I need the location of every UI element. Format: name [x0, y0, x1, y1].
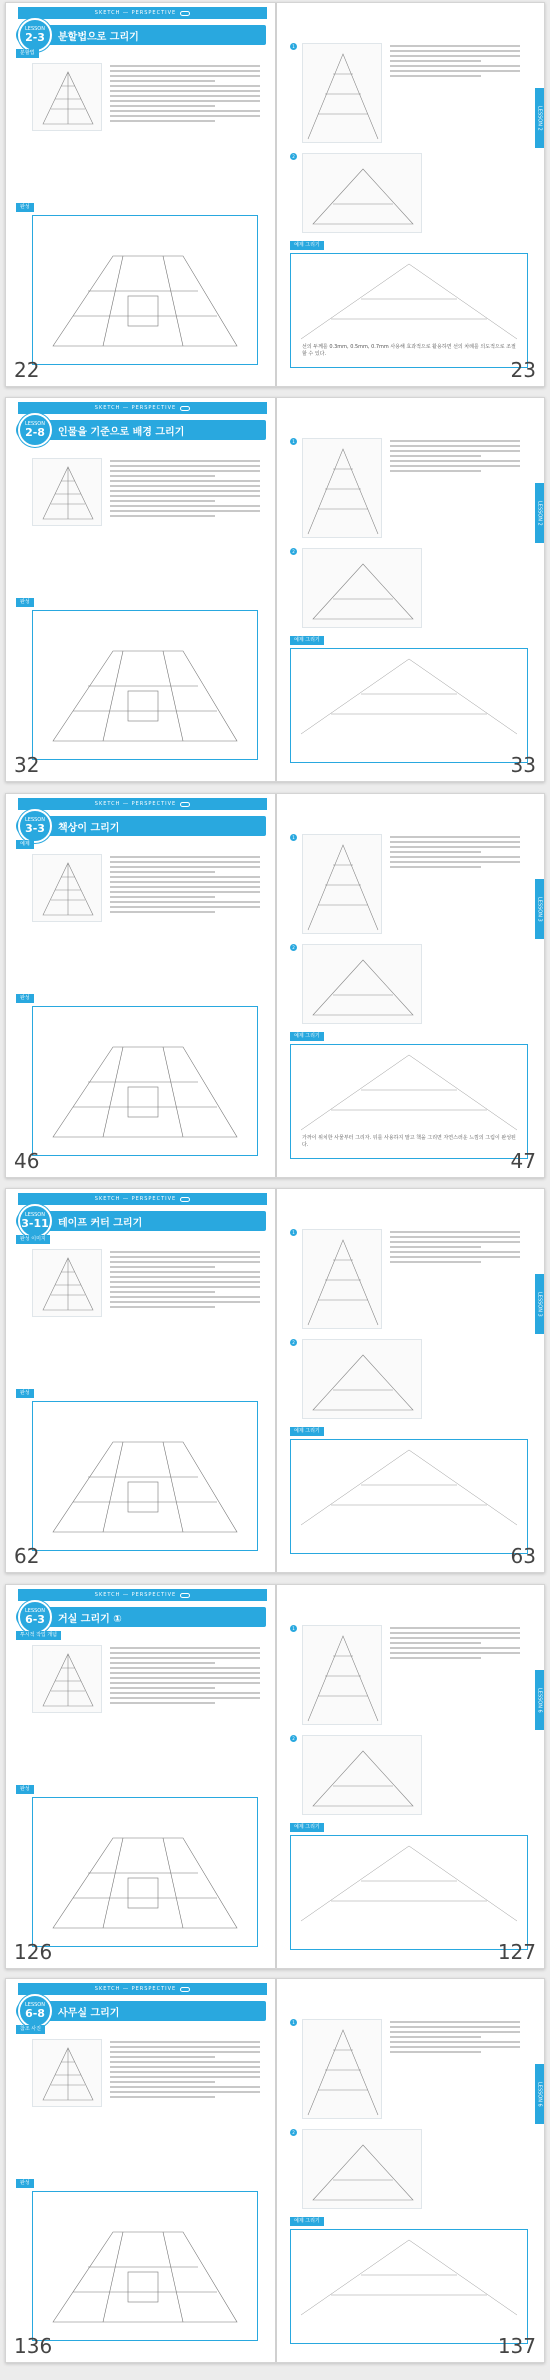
lesson-badge — [18, 18, 52, 52]
header-logo-icon — [180, 11, 190, 16]
spread-header — [18, 1983, 267, 1995]
chapter-side-tab: LESSON 2 — [535, 88, 544, 148]
step-1-text — [390, 2021, 520, 2056]
step-1-sketch-icon — [303, 835, 383, 935]
spread-header — [18, 1589, 267, 1601]
final-illustration — [32, 1797, 258, 1947]
example-caption: 선의 두께를 0.3mm, 0.5mm, 0.7mm 사용해 효과적으로 활용하면 선의 차례를 의도적으로 조절할 수 있다. — [302, 344, 516, 357]
lesson-word: LESSON — [25, 1212, 45, 1218]
sketch-drawing-icon — [33, 64, 103, 132]
final-sketch-icon — [33, 1402, 257, 1550]
lesson-word: LESSON — [25, 2002, 45, 2008]
final-illustration — [32, 1401, 258, 1551]
chapter-side-tab: LESSON 2 — [535, 483, 544, 543]
spread-header — [18, 1193, 267, 1205]
header-label: SKETCH ― PERSPECTIVE — [94, 10, 177, 16]
step-2-badge: 2 — [290, 1339, 297, 1346]
step-1-badge: 1 — [290, 834, 297, 841]
lesson-word: LESSON — [25, 817, 45, 823]
step-1-illustration — [302, 43, 382, 143]
lesson-title: 거실 그리기 ① — [58, 1613, 122, 1625]
step-2-badge: 2 — [290, 153, 297, 160]
step-1-sketch-icon — [303, 1230, 383, 1330]
sketch-drawing-icon — [33, 459, 103, 527]
section-tag-example: 예제 그리기 — [290, 636, 324, 645]
step-2-sketch-icon — [303, 1340, 423, 1420]
lesson-title: 테이프 커터 그리기 — [58, 1217, 143, 1229]
lesson-number: 2-8 — [25, 426, 45, 439]
example-box — [290, 1835, 528, 1950]
step-1-text — [390, 1231, 520, 1266]
section-tag-example: 예제 그리기 — [290, 241, 324, 250]
lesson-title: 사무실 그리기 — [58, 2007, 120, 2019]
lesson-banner — [16, 420, 266, 440]
final-illustration — [32, 2191, 258, 2341]
section-tag-intro: 분할법 — [16, 49, 39, 58]
example-sketch-icon — [291, 254, 527, 344]
step-1-sketch-icon — [303, 1626, 383, 1726]
sketch-drawing-icon — [33, 855, 103, 923]
example-box — [290, 2229, 528, 2344]
page-number-left: 62 — [14, 1544, 40, 1568]
step-2-sketch-icon — [303, 1736, 423, 1816]
lesson-badge — [18, 809, 52, 843]
example-sketch-icon — [291, 2230, 527, 2320]
final-illustration — [32, 1006, 258, 1156]
sketch-illustration-small — [32, 1645, 102, 1713]
sketch-drawing-icon — [33, 2040, 103, 2108]
lesson-number: 2-3 — [25, 31, 45, 44]
lesson-badge — [18, 1204, 52, 1238]
step-1-text — [390, 836, 520, 871]
step-2-badge: 2 — [290, 1735, 297, 1742]
spread-header — [18, 7, 267, 19]
section-tag-complete: 완성 — [16, 994, 34, 1003]
section-tag-example: 예제 그리기 — [290, 1427, 324, 1436]
step-1-illustration — [302, 834, 382, 934]
example-caption: 가까이 위치한 사물부터 그리자. 뒤를 사용하지 말고 책을 그리면 자연스러운 느낌의 그림이 완성된다. — [302, 1135, 516, 1148]
example-sketch-icon — [291, 649, 527, 739]
lesson-number: 6-3 — [25, 1613, 45, 1626]
step-2-illustration — [302, 153, 422, 233]
step-1-sketch-icon — [303, 2020, 383, 2120]
sketch-illustration-small — [32, 2039, 102, 2107]
step-1-sketch-icon — [303, 44, 383, 144]
lesson-title: 인물을 기준으로 배경 그리기 — [58, 426, 185, 438]
section-tag-intro: 참조 사진 — [16, 2025, 45, 2034]
header-label: SKETCH ― PERSPECTIVE — [94, 1592, 177, 1598]
step-1-badge: 1 — [290, 438, 297, 445]
step-1-illustration — [302, 1229, 382, 1329]
chapter-side-tab: LESSON 3 — [535, 879, 544, 939]
header-logo-icon — [180, 406, 190, 411]
book-spread — [5, 2, 545, 387]
step-1-illustration — [302, 438, 382, 538]
example-box — [290, 648, 528, 763]
step-2-illustration — [302, 944, 422, 1024]
body-text-lines — [110, 1251, 260, 1311]
body-text-lines — [110, 2041, 260, 2101]
book-spread — [5, 1584, 545, 1969]
step-1-illustration — [302, 2019, 382, 2119]
lesson-number: 3-3 — [25, 822, 45, 835]
header-label: SKETCH ― PERSPECTIVE — [94, 801, 177, 807]
page-number-left: 136 — [14, 2334, 53, 2358]
lesson-word: LESSON — [25, 26, 45, 32]
section-tag-complete: 완성 — [16, 1785, 34, 1794]
final-illustration — [32, 610, 258, 760]
section-tag-intro: 투시적 작업 개념 — [16, 1631, 61, 1640]
step-2-illustration — [302, 1735, 422, 1815]
step-1-badge: 1 — [290, 2019, 297, 2026]
chapter-side-tab: LESSON 3 — [535, 1274, 544, 1334]
final-sketch-icon — [33, 611, 257, 759]
lesson-badge — [18, 1600, 52, 1634]
body-text-lines — [110, 65, 260, 125]
lesson-banner — [16, 1211, 266, 1231]
header-label: SKETCH ― PERSPECTIVE — [94, 1986, 177, 1992]
lesson-badge — [18, 1994, 52, 2028]
step-1-sketch-icon — [303, 439, 383, 539]
sketch-illustration-small — [32, 854, 102, 922]
header-label: SKETCH ― PERSPECTIVE — [94, 405, 177, 411]
lesson-banner — [16, 816, 266, 836]
book-spread — [5, 793, 545, 1178]
step-2-badge: 2 — [290, 2129, 297, 2136]
section-tag-complete: 완성 — [16, 598, 34, 607]
sketch-drawing-icon — [33, 1646, 103, 1714]
page-number-right: 137 — [497, 2334, 536, 2358]
step-1-text — [390, 1627, 520, 1662]
sketch-illustration-small — [32, 63, 102, 131]
section-tag-complete: 완성 — [16, 1389, 34, 1398]
step-2-illustration — [302, 2129, 422, 2209]
step-1-badge: 1 — [290, 1229, 297, 1236]
page-number-left: 126 — [14, 1940, 53, 1964]
page-number-right: 33 — [510, 753, 536, 777]
page-number-left: 46 — [14, 1149, 40, 1173]
lesson-title: 책상이 그리기 — [58, 822, 120, 834]
step-2-sketch-icon — [303, 549, 423, 629]
lesson-banner — [16, 25, 266, 45]
section-tag-complete: 완성 — [16, 203, 34, 212]
sketch-illustration-small — [32, 1249, 102, 1317]
lesson-word: LESSON — [25, 1608, 45, 1614]
lesson-banner — [16, 1607, 266, 1627]
lesson-title: 분할법으로 그리기 — [58, 31, 139, 43]
final-sketch-icon — [33, 2192, 257, 2340]
step-2-badge: 2 — [290, 944, 297, 951]
book-spread — [5, 1978, 545, 2363]
step-2-badge: 2 — [290, 548, 297, 555]
page-number-right: 63 — [510, 1544, 536, 1568]
page-number-left: 32 — [14, 753, 40, 777]
step-2-sketch-icon — [303, 154, 423, 234]
step-2-illustration — [302, 1339, 422, 1419]
header-logo-icon — [180, 1593, 190, 1598]
section-tag-intro: 예제 — [16, 840, 34, 849]
body-text-lines — [110, 856, 260, 916]
section-tag-example: 예제 그리기 — [290, 1032, 324, 1041]
lesson-badge — [18, 413, 52, 447]
final-sketch-icon — [33, 1798, 257, 1946]
example-box — [290, 1439, 528, 1554]
section-tag-complete: 완성 — [16, 2179, 34, 2188]
book-spread — [5, 1188, 545, 1573]
page-number-right: 127 — [497, 1940, 536, 1964]
example-sketch-icon — [291, 1836, 527, 1926]
spread-header — [18, 798, 267, 810]
lesson-banner — [16, 2001, 266, 2021]
sketch-drawing-icon — [33, 1250, 103, 1318]
step-2-sketch-icon — [303, 2130, 423, 2210]
chapter-side-tab: LESSON 6 — [535, 1670, 544, 1730]
page-number-right: 23 — [510, 358, 536, 382]
sketch-illustration-small — [32, 458, 102, 526]
page-number-left: 22 — [14, 358, 40, 382]
book-spread — [5, 397, 545, 782]
final-sketch-icon — [33, 1007, 257, 1155]
example-sketch-icon — [291, 1440, 527, 1530]
header-logo-icon — [180, 1987, 190, 1992]
body-text-lines — [110, 460, 260, 520]
step-1-text — [390, 440, 520, 475]
section-tag-intro: 완성 이미지 — [16, 1235, 50, 1244]
step-2-sketch-icon — [303, 945, 423, 1025]
header-label: SKETCH ― PERSPECTIVE — [94, 1196, 177, 1202]
section-tag-example: 예제 그리기 — [290, 2217, 324, 2226]
chapter-side-tab: LESSON 6 — [535, 2064, 544, 2124]
header-logo-icon — [180, 802, 190, 807]
step-1-text — [390, 45, 520, 80]
final-illustration — [32, 215, 258, 365]
step-1-illustration — [302, 1625, 382, 1725]
example-sketch-icon — [291, 1045, 527, 1135]
page-number-right: 47 — [510, 1149, 536, 1173]
step-1-badge: 1 — [290, 43, 297, 50]
spread-header — [18, 402, 267, 414]
header-logo-icon — [180, 1197, 190, 1202]
section-tag-example: 예제 그리기 — [290, 1823, 324, 1832]
final-sketch-icon — [33, 216, 257, 364]
step-1-badge: 1 — [290, 1625, 297, 1632]
lesson-number: 3-11 — [21, 1217, 49, 1230]
lesson-number: 6-8 — [25, 2007, 45, 2020]
step-2-illustration — [302, 548, 422, 628]
lesson-word: LESSON — [25, 421, 45, 427]
body-text-lines — [110, 1647, 260, 1707]
